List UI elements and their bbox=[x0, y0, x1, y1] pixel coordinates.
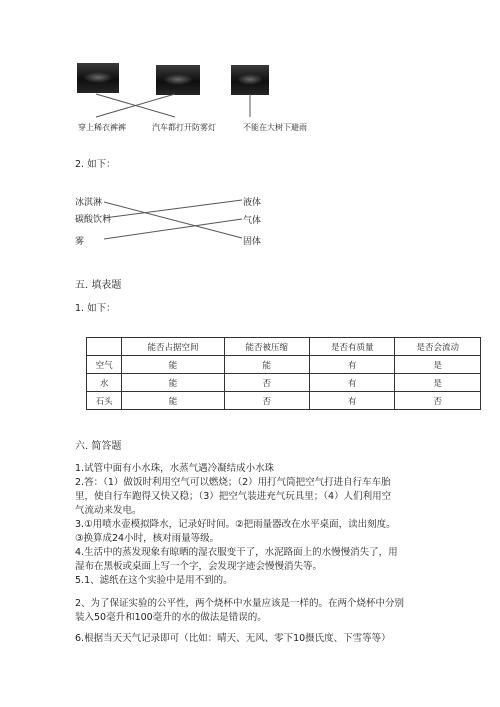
table-cell: 空气 bbox=[87, 356, 122, 374]
table-cell: 石头 bbox=[87, 392, 122, 410]
table-cell: 是 bbox=[395, 356, 481, 374]
section-5-title: 五. 填表题 bbox=[75, 280, 122, 291]
table-header-cell: 能否被压缩 bbox=[224, 338, 309, 356]
left-item-2: 碳酸饮料 bbox=[75, 215, 112, 225]
table-cell: 有 bbox=[310, 392, 395, 410]
properties-table bbox=[86, 337, 481, 410]
right-item-2: 气体 bbox=[243, 216, 262, 226]
answer-line: 2、为了保证实验的公平性，两个烧杯中水量应该是一样的。在两个烧杯中分别 bbox=[75, 598, 405, 609]
table-row bbox=[87, 392, 481, 410]
table-cell: 能 bbox=[122, 392, 224, 410]
table-cell: 有 bbox=[310, 356, 395, 374]
answer-line: 3.①用喷水壶模拟降水，记录好时间。②把雨量器改在水平桌面，读出刻度。 bbox=[75, 519, 396, 530]
table-row bbox=[87, 374, 481, 392]
caption-3: 不能在大树下避雨 bbox=[243, 123, 307, 132]
section-6-title: 六. 简答题 bbox=[75, 441, 122, 452]
answer-line: 4.生活中的蒸发现象有晾晒的湿衣服变干了，水泥路面上的水慢慢消失了，用 bbox=[75, 547, 398, 558]
answer-line: 6.根据当天天气记录即可（比如：晴天、无风、零下10摄氏度、下雪等等） bbox=[75, 633, 391, 644]
match-line-5 bbox=[104, 200, 242, 218]
right-item-3: 固体 bbox=[243, 237, 262, 247]
left-item-1: 冰淇淋 bbox=[75, 198, 103, 208]
table-cell: 能 bbox=[122, 374, 224, 392]
table-row bbox=[87, 356, 481, 374]
answer-line: 2.答：（1）做饭时利用空气可以燃烧；（2）用打气筒把空气打进自行车车胎 bbox=[75, 477, 391, 488]
table-cell: 能 bbox=[224, 356, 309, 374]
left-item-3: 雾 bbox=[75, 237, 85, 247]
caption-1: 穿上稀衣裤裤 bbox=[78, 123, 126, 132]
table-cell: 否 bbox=[395, 392, 481, 410]
question-2-label: 2. 如下： bbox=[75, 159, 116, 170]
answer-line: 湿布在黑板或桌面上写一个字，会发现字迹会慢慢消失等。 bbox=[75, 561, 323, 572]
answer-line: 1.试管中面有小水珠，水蒸气遇冷凝结成小水珠 bbox=[75, 463, 275, 474]
answer-line: ③换算成24小时，核对雨量等级。 bbox=[75, 533, 220, 544]
table-header-cell: 是否会流动 bbox=[395, 338, 481, 356]
match-line-6 bbox=[104, 219, 242, 239]
section-5-sub: 1. 如下： bbox=[75, 303, 116, 314]
right-item-1: 液体 bbox=[243, 198, 262, 208]
match-line-4 bbox=[104, 202, 242, 238]
table-cell: 能 bbox=[122, 356, 224, 374]
answer-line: 5.1、滤纸在这个实验中是用不到的。 bbox=[75, 575, 233, 586]
table-cell: 水 bbox=[87, 374, 122, 392]
table-cell: 否 bbox=[224, 392, 309, 410]
answer-line: 里，使自行车跑得又快又稳；（3）把空气装进充气玩具里；（4）人们利用空 bbox=[75, 491, 392, 502]
table-header-row bbox=[87, 338, 481, 356]
table-cell: 有 bbox=[310, 374, 395, 392]
table-cell: 是 bbox=[395, 374, 481, 392]
table-header-cell: 能否占据空间 bbox=[122, 338, 224, 356]
caption-2: 汽车都打开防雾灯 bbox=[152, 123, 216, 132]
table-cell: 否 bbox=[224, 374, 309, 392]
table-header-cell: 是否有质量 bbox=[310, 338, 395, 356]
answer-line: 装入50毫升和100毫升的水的做法是错误的。 bbox=[75, 612, 267, 623]
table-header-cell bbox=[87, 338, 122, 356]
answer-line: 气流动来发电。 bbox=[75, 505, 142, 516]
